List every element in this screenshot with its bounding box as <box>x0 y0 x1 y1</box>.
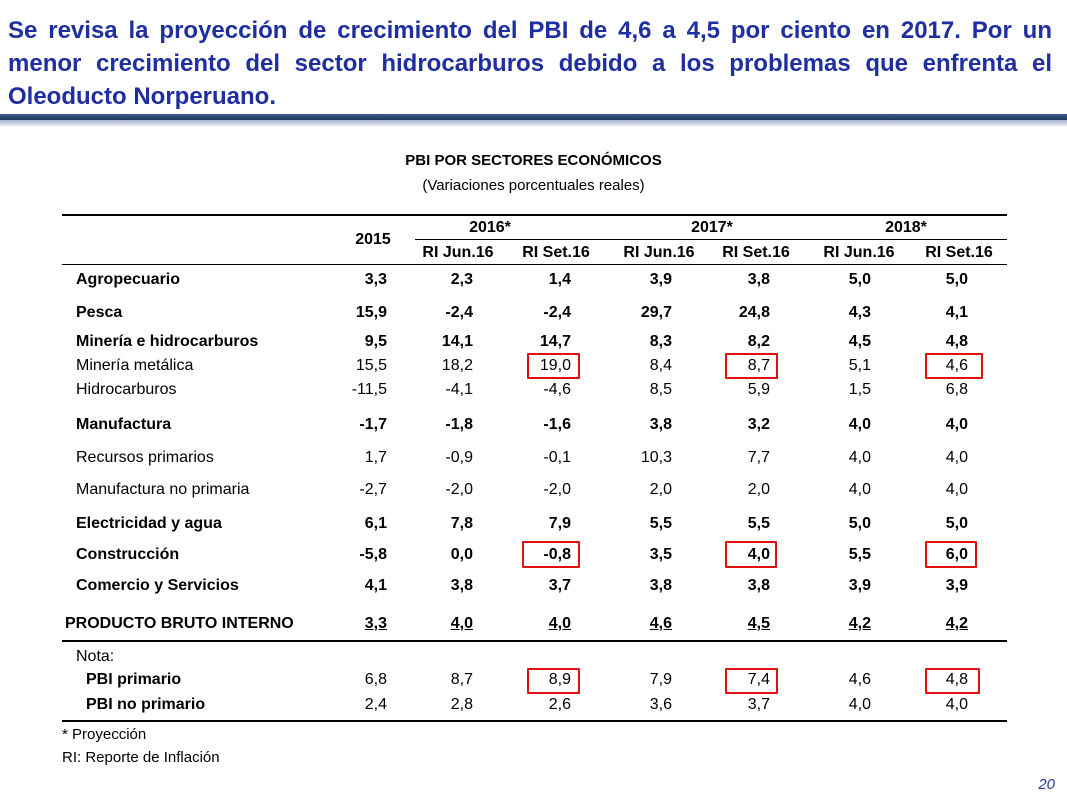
table-cell: -11,5 <box>351 381 387 398</box>
table-cell: 10,3 <box>640 449 672 466</box>
table-cell: 3,8 <box>747 271 770 288</box>
table-cell: 4,0 <box>848 696 871 713</box>
slide-headline: Se revisa la proyección de crecimiento del PBI de 4,6 a 4,5 por ciento en 2017. Por un menor crecimiento del sector hidrocarburos debido a los problemas que enfrenta el Oleoducto Norperuano. <box>8 17 1052 110</box>
table-cell: 5,0 <box>945 515 968 532</box>
table-cell: 7,9 <box>649 671 672 688</box>
highlight-box <box>725 541 777 568</box>
table-cell: 3,8 <box>649 416 672 433</box>
footnote-projection: * Proyección <box>62 726 147 743</box>
table-cell: 4,8 <box>945 333 968 350</box>
table-cell: 4,0 <box>945 416 968 433</box>
table-cell: -5,8 <box>359 546 387 563</box>
table-cell: 4,1 <box>945 304 968 321</box>
table-cell: 3,2 <box>747 416 770 433</box>
table-cell: 15,9 <box>355 304 387 321</box>
year-group-rule <box>415 239 1007 240</box>
table-cell: 3,7 <box>548 577 571 594</box>
table-cell: 2,3 <box>450 271 473 288</box>
table-cell: 5,0 <box>945 271 968 288</box>
footnote-ri: RI: Reporte de Inflación <box>62 749 220 766</box>
header-sub-column: RI Jun.16 <box>422 244 494 261</box>
header-year-group: 2017* <box>691 219 733 236</box>
table-cell: -1,8 <box>445 416 473 433</box>
table-cell: 4,6 <box>848 671 871 688</box>
table-cell: 6,1 <box>364 515 387 532</box>
highlight-box <box>925 668 980 694</box>
table-cell: 4,0 <box>848 449 871 466</box>
table-cell: 4,8 <box>945 671 968 688</box>
table-cell: 3,6 <box>649 696 672 713</box>
table-cell: 4,0 <box>450 615 473 632</box>
table-cell: 8,5 <box>649 381 672 398</box>
table-cell: 7,4 <box>747 671 770 688</box>
header-sub-column: RI Jun.16 <box>823 244 895 261</box>
header-bottom-rule <box>62 264 1007 265</box>
header-sub-column: RI Set.16 <box>925 244 993 261</box>
table-cell: 3,9 <box>649 271 672 288</box>
highlight-box <box>527 353 580 379</box>
table-cell: 3,8 <box>747 577 770 594</box>
table-cell: 3,5 <box>649 546 672 563</box>
row-label: Minería metálica <box>76 357 194 374</box>
table-cell: -0,1 <box>543 449 571 466</box>
table-cell: -1,7 <box>359 416 387 433</box>
table-cell: -1,6 <box>543 416 571 433</box>
table-cell: 8,9 <box>548 671 571 688</box>
table-cell: 1,4 <box>548 271 571 288</box>
table-cell: -4,6 <box>543 381 571 398</box>
table-top-rule <box>62 214 1007 216</box>
table-cell: -2,0 <box>445 481 473 498</box>
table-cell: 8,4 <box>649 357 672 374</box>
table-cell: 7,8 <box>450 515 473 532</box>
table-cell: -2,0 <box>543 481 571 498</box>
table-cell: 5,9 <box>747 381 770 398</box>
row-label: Comercio y Servicios <box>76 577 239 594</box>
table-cell: 4,5 <box>747 615 770 632</box>
table-cell: 5,5 <box>848 546 871 563</box>
table-cell: 3,8 <box>450 577 473 594</box>
row-label: Manufactura no primaria <box>76 481 250 498</box>
table-cell: 19,0 <box>539 357 571 374</box>
table-cell: 6,8 <box>364 671 387 688</box>
table-cell: 8,7 <box>450 671 473 688</box>
header-sub-column: RI Set.16 <box>722 244 790 261</box>
table-cell: 6,8 <box>945 381 968 398</box>
table-cell: 4,0 <box>848 481 871 498</box>
row-label: Construcción <box>76 546 180 563</box>
table-cell: 2,0 <box>649 481 672 498</box>
header-sub-column: RI Set.16 <box>522 244 590 261</box>
table-cell: -0,9 <box>445 449 473 466</box>
table-cell: 4,6 <box>945 357 968 374</box>
table-cell: 9,5 <box>364 333 387 350</box>
header-year-group: 2016* <box>469 219 511 236</box>
table-cell: 3,8 <box>649 577 672 594</box>
table-cell: 2,4 <box>364 696 387 713</box>
table-cell: 3,7 <box>747 696 770 713</box>
table-cell: 0,0 <box>450 546 473 563</box>
table-cell: 24,8 <box>738 304 770 321</box>
highlight-box <box>725 668 778 694</box>
row-label: Hidrocarburos <box>76 381 177 398</box>
table-cell: 8,2 <box>747 333 770 350</box>
table-cell: 4,2 <box>945 615 968 632</box>
table-cell: 6,0 <box>945 546 968 563</box>
row-label: Electricidad y agua <box>76 515 222 532</box>
row-label: Manufactura <box>76 416 172 433</box>
header-year-group: 2018* <box>885 219 927 236</box>
highlight-box <box>522 541 580 568</box>
highlight-box <box>925 353 983 379</box>
table-cell: 14,1 <box>441 333 473 350</box>
table-title: PBI POR SECTORES ECONÓMICOS <box>405 152 662 169</box>
table-cell: -2,7 <box>359 481 387 498</box>
table-cell: 2,0 <box>747 481 770 498</box>
table-cell: 15,5 <box>355 357 387 374</box>
table-cell: 4,2 <box>848 615 871 632</box>
row-label: Agropecuario <box>76 271 181 288</box>
table-cell: 18,2 <box>441 357 473 374</box>
table-cell: 4,0 <box>945 449 968 466</box>
table-cell: 4,5 <box>848 333 871 350</box>
table-cell: 1,7 <box>364 449 387 466</box>
table-cell: 3,9 <box>848 577 871 594</box>
table-cell: 1,5 <box>848 381 871 398</box>
table-cell: 4,0 <box>548 615 571 632</box>
table-cell: 4,1 <box>364 577 387 594</box>
table-cell: -2,4 <box>543 304 571 321</box>
header-sub-column: RI Jun.16 <box>623 244 695 261</box>
table-subtitle: (Variaciones porcentuales reales) <box>422 177 645 194</box>
table-cell: 8,7 <box>747 357 770 374</box>
table-cell: 4,0 <box>848 416 871 433</box>
header-divider-light <box>0 120 1067 126</box>
row-label: Minería e hidrocarburos <box>76 333 259 350</box>
table-cell: -0,8 <box>543 546 571 563</box>
table-cell: 5,0 <box>848 515 871 532</box>
row-label: Recursos primarios <box>76 449 214 466</box>
table-cell: 4,3 <box>848 304 871 321</box>
table-cell: 8,3 <box>649 333 672 350</box>
table-cell: 5,5 <box>649 515 672 532</box>
table-cell: 7,7 <box>747 449 770 466</box>
table-cell: -4,1 <box>445 381 473 398</box>
header-year-2015: 2015 <box>355 231 391 248</box>
row-label: Pesca <box>76 304 123 321</box>
highlight-box <box>527 668 580 694</box>
gdp-bottom-rule <box>62 640 1007 642</box>
table-cell: 3,3 <box>364 615 387 632</box>
table-cell: 4,6 <box>649 615 672 632</box>
table-cell: 2,6 <box>548 696 571 713</box>
table-cell: 4,0 <box>945 696 968 713</box>
table-cell: 4,0 <box>747 546 770 563</box>
table-cell: 5,1 <box>848 357 871 374</box>
table-cell: 5,0 <box>848 271 871 288</box>
highlight-box <box>725 353 778 379</box>
note-row-label: PBI primario <box>86 671 182 688</box>
note-label: Nota: <box>76 648 115 665</box>
table-cell: 4,0 <box>945 481 968 498</box>
table-cell: 14,7 <box>539 333 571 350</box>
page-number: 20 <box>1038 776 1055 793</box>
table-cell: 5,5 <box>747 515 770 532</box>
note-row-label: PBI no primario <box>86 696 206 713</box>
table-cell: -2,4 <box>445 304 473 321</box>
table-cell: 7,9 <box>548 515 571 532</box>
table-cell: 2,8 <box>450 696 473 713</box>
table-bottom-rule <box>62 720 1007 722</box>
table-cell: 3,3 <box>364 271 387 288</box>
row-label: PRODUCTO BRUTO INTERNO <box>65 615 294 632</box>
table-cell: 3,9 <box>945 577 968 594</box>
highlight-box <box>925 541 977 568</box>
table-cell: 29,7 <box>640 304 672 321</box>
